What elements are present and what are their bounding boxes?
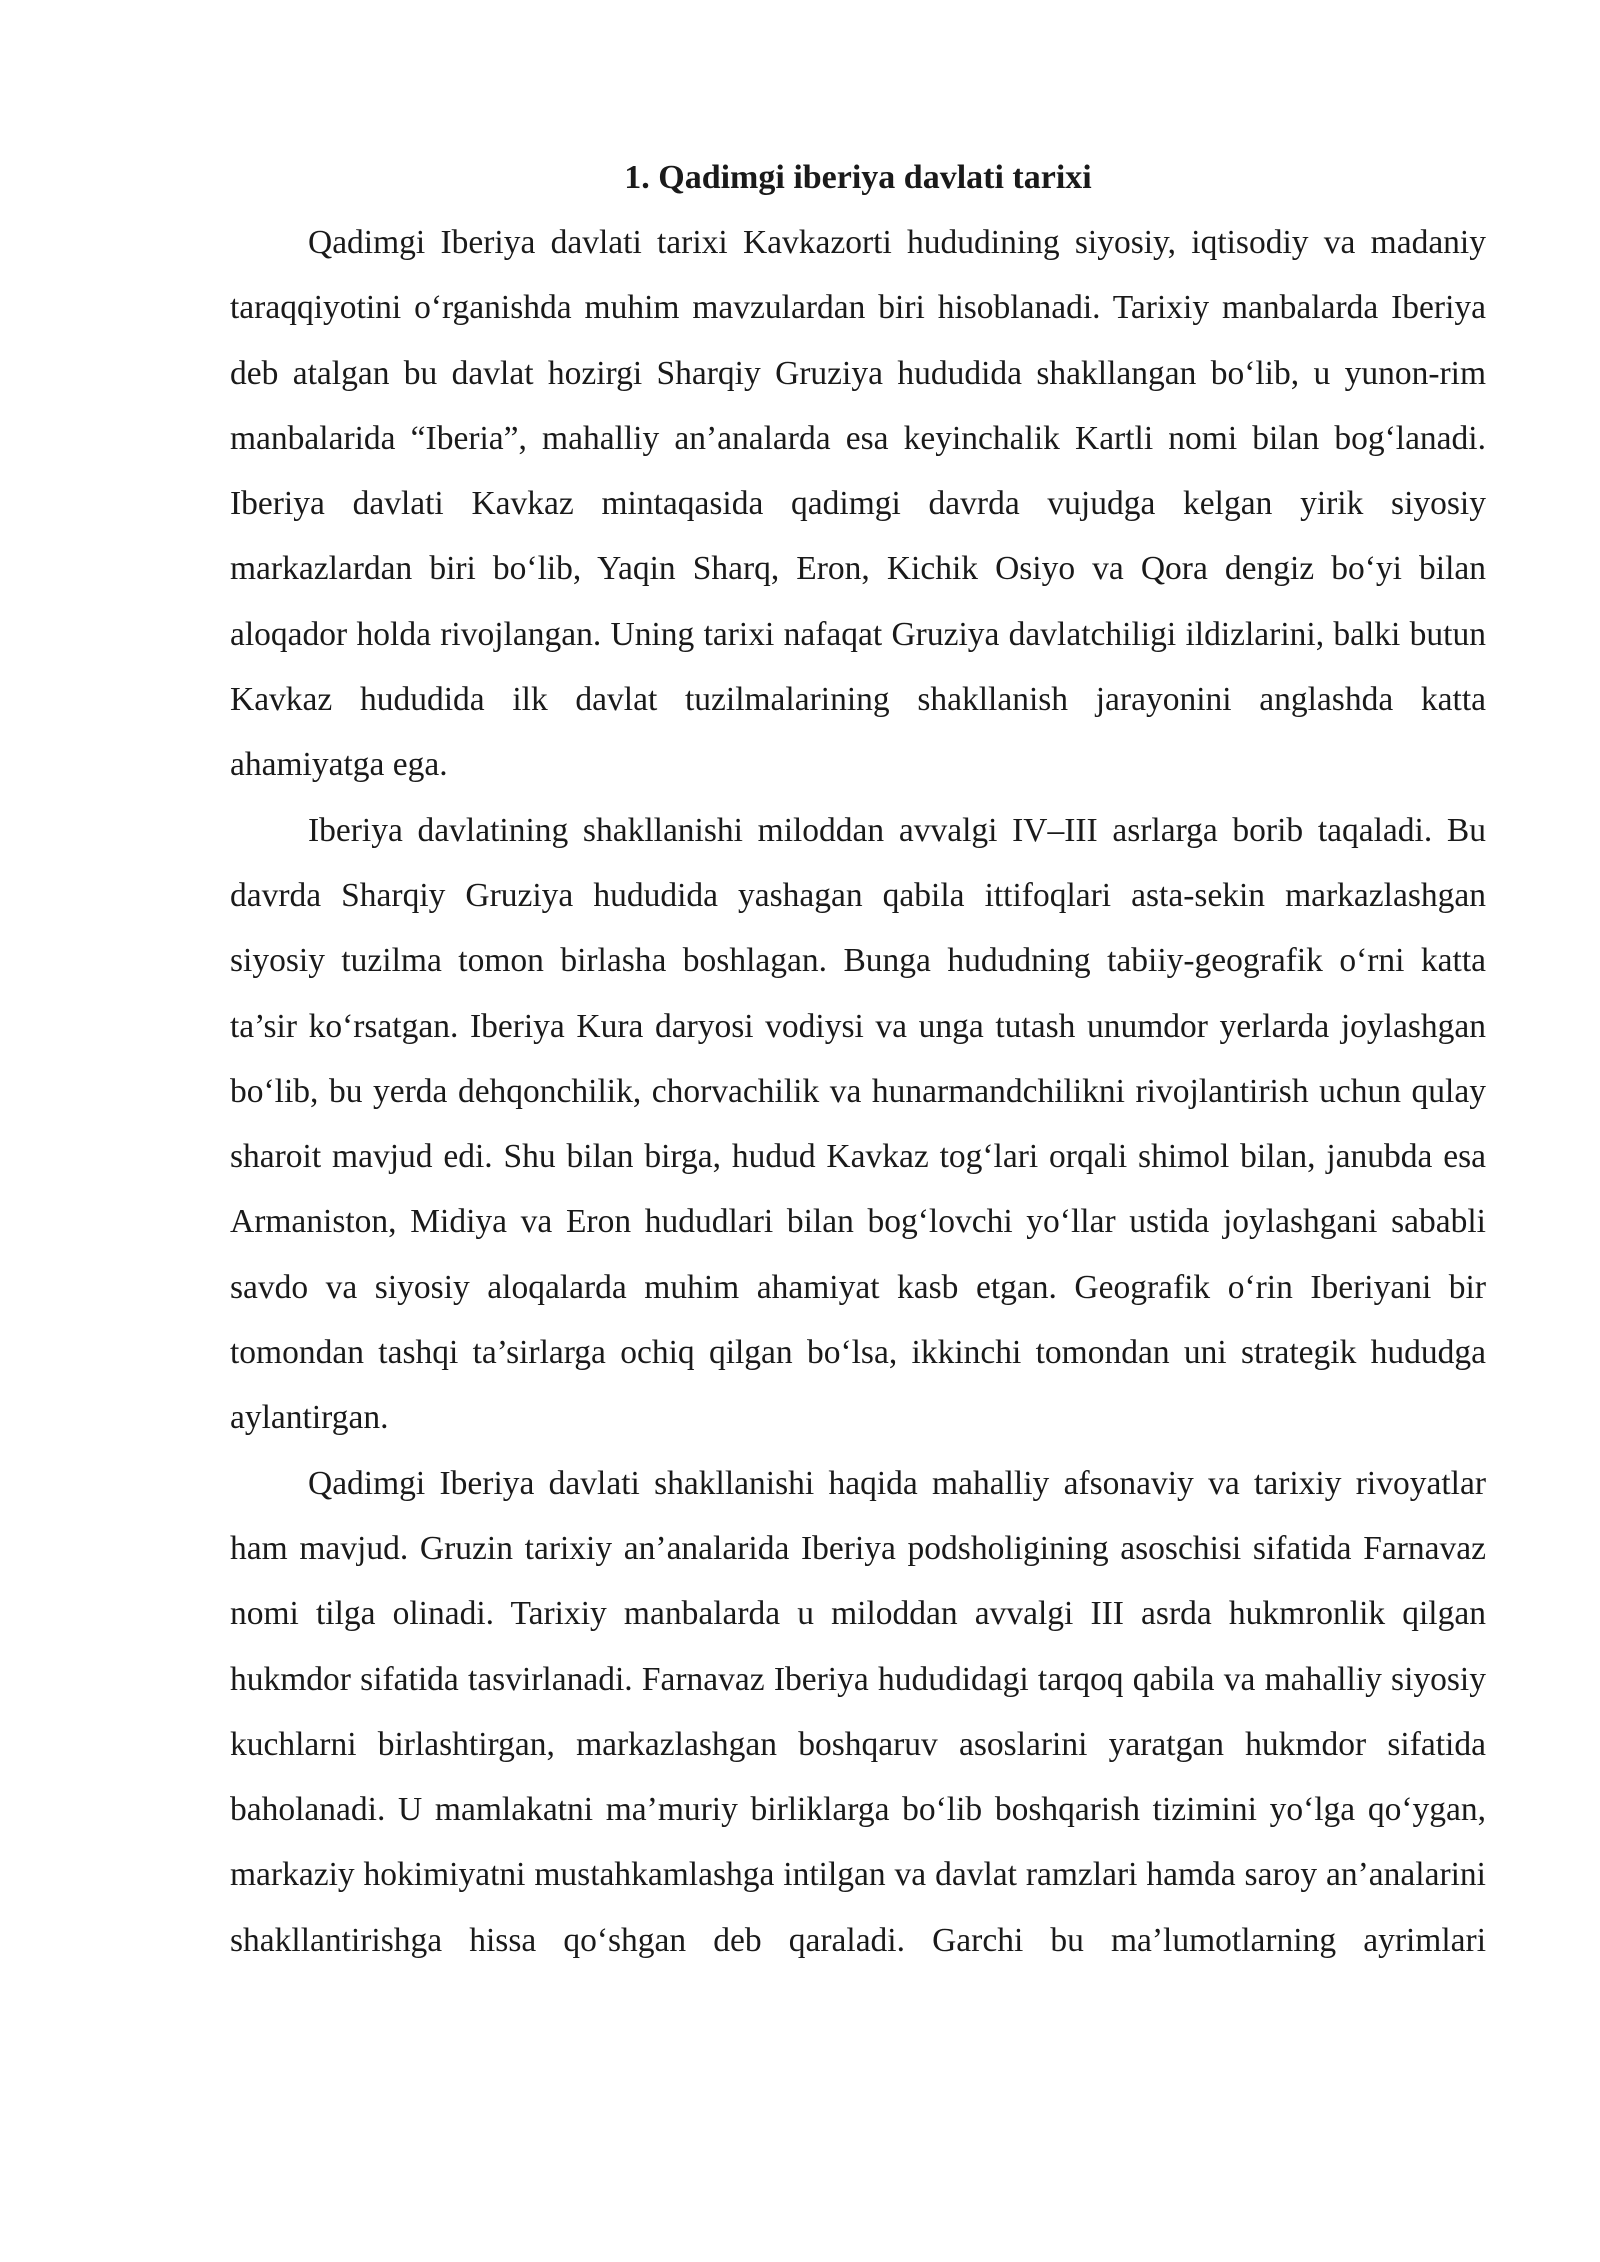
document-body — [230, 145, 1486, 1973]
paragraph-1: Qadimgi Iberiya davlati tarixi Kavkazorti hududining siyosiy, iqtisodiy va madaniy taraqqiyotini o‘rganishda muhim mavzulardan biri hisoblanadi. Tarixiy manbalarda Iberiya deb atalgan bu davlat hozirgi Sharqiy Gruziya hududida shakllangan bo‘lib, u yunon-rim manbalarida “Iberia”, mahalliy an’analarda esa keyinchalik Kartli nomi bilan bog‘lanadi. Iberiya davlati Kavkaz mintaqasida qadimgi davrda vujudga kelgan yirik siyosiy markazlardan biri bo‘lib, Yaqin Sharq, Eron, Kichik Osiyo va Qora dengiz bo‘yi bilan aloqador holda rivojlangan. Uning tarixi nafaqat Gruziya davlatchiligi ildizlarini, balki butun Kavkaz hududida ilk davlat tuzilmalarining shakllanish jarayonini anglashda katta ahamiyatga ega. — [230, 224, 1486, 784]
paragraph-2: Iberiya davlatining shakllanishi miloddan avvalgi IV–III asrlarga borib taqaladi. Bu davrda Sharqiy Gruziya hududida yashagan qabila ittifoqlari asta-sekin markazlashgan siyosiy tuzilma tomon birlasha boshlagan. Bunga hududning tabiiy-geografik o‘rni katta ta’sir ko‘rsatgan. Iberiya Kura daryosi vodiysi va unga tutash unumdor yerlarda joylashgan bo‘lib, bu yerda dehqonchilik, chorvachilik va hunarmandchilikni rivojlantirish uchun qulay sharoit mavjud edi. Shu bilan birga, hudud Kavkaz tog‘lari orqali shimol bilan, janubda esa Armaniston, Midiya va Eron hududlari bilan bog‘lovchi yo‘llar ustida joylashgani sababli savdo va siyosiy aloqalarda muhim ahamiyat kasb etgan. Geografik o‘rin Iberiyani bir tomondan tashqi ta’sirlarga ochiq qilgan bo‘lsa, ikkinchi tomondan uni strategik hududga aylantirgan. — [230, 811, 1486, 1437]
section-heading: 1. Qadimgi iberiya davlati tarixi — [624, 159, 1092, 196]
paragraph-3: Qadimgi Iberiya davlati shakllanishi haqida mahalliy afsonaviy va tarixiy rivoyatlar ham mavjud. Gruzin tarixiy an’analarida Iberiya podsholigining asoschisi sifatida Farnavaz nomi tilga olinadi. Tarixiy manbalarda u miloddan avvalgi III asrda hukmronlik qilgan hukmdor sifatida tasvirlanadi. Farnavaz Iberiya hududidagi tarqoq qabila va mahalliy siyosiy kuchlarni birlashtirgan, markazlashgan boshqaruv asoslarini yaratgan hukmdor sifatida baholanadi. U mamlakatni ma’muriy birliklarga bo‘lib boshqarish tizimini yo‘lga qo‘ygan, markaziy hokimiyatni mustahkamlashga intilgan va davlat ramzlari hamda saroy an’analarini shakllantirishga hissa qo‘shgan deb qaraladi. Garchi bu ma’lumotlarning ayrimlari — [230, 1464, 1486, 1959]
